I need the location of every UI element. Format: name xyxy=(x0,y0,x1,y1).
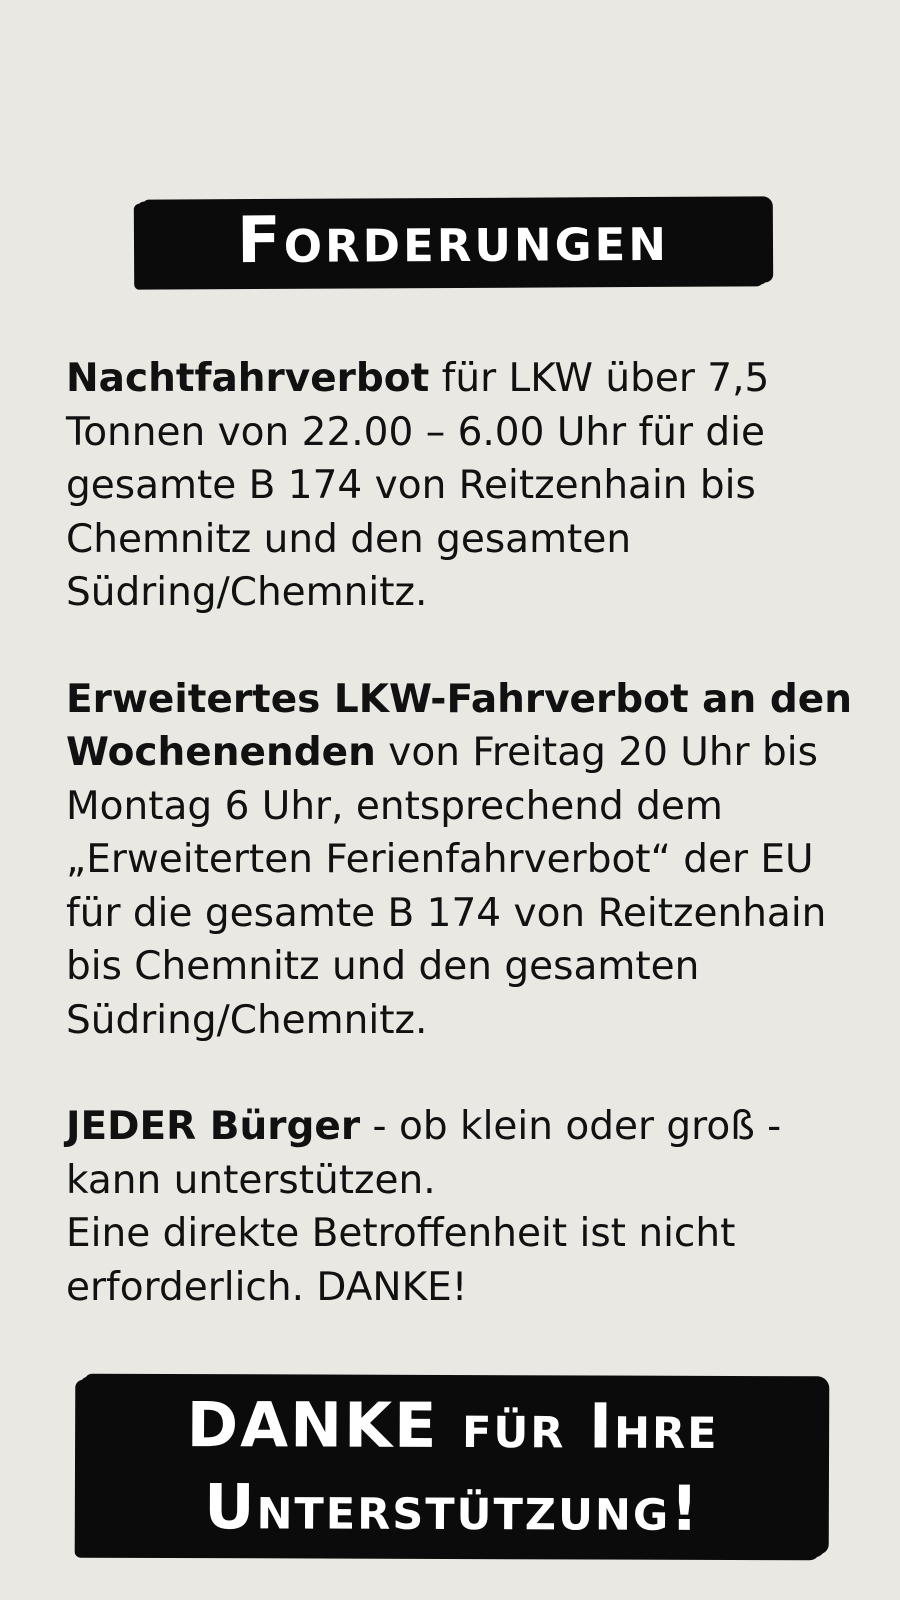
demand-night-ban-heading: Nachtfahrverbot xyxy=(66,356,430,401)
support-note: Eine direkte Betroffenheit ist nicht erforderlich. DANKE! xyxy=(66,1211,736,1310)
support-call-text: - ob klein oder groß - kann unterstützen. xyxy=(66,1104,782,1203)
demand-weekend-ban xyxy=(66,673,866,1048)
demand-night-ban-text: für LKW über 7,5 Tonnen von 22.00 – 6.00 Uhr für die gesamte B 174 von Reitzenhain bis Chemnitz und den gesamten Südring/Chemnitz. xyxy=(66,356,770,615)
title-banner xyxy=(138,198,768,287)
paragraph-gap xyxy=(66,1047,866,1100)
support-call xyxy=(66,1100,866,1207)
paragraph-gap xyxy=(66,620,866,673)
thanks-line-2: Unterstützung! xyxy=(204,1470,701,1545)
demand-weekend-ban-heading: Erweitertes LKW-Fahrverbot an den Wochenenden xyxy=(66,676,852,775)
demand-night-ban xyxy=(66,352,866,620)
page-title: Forderungen xyxy=(236,201,670,279)
demand-weekend-ban-text: von Freitag 20 Uhr bis Montag 6 Uhr, entsprechend dem „Erweiterten Ferienfahrverbot“ der EU für die gesamte B 174 von Reitzenhain bis Chemnitz und den gesamten Südring/Chemnitz. xyxy=(66,730,827,1043)
demands-content xyxy=(66,352,866,1314)
thanks-banner xyxy=(80,1377,826,1558)
support-call-heading: JEDER Bürger xyxy=(66,1104,361,1149)
thanks-line-1: DANKE für Ihre xyxy=(186,1388,719,1463)
